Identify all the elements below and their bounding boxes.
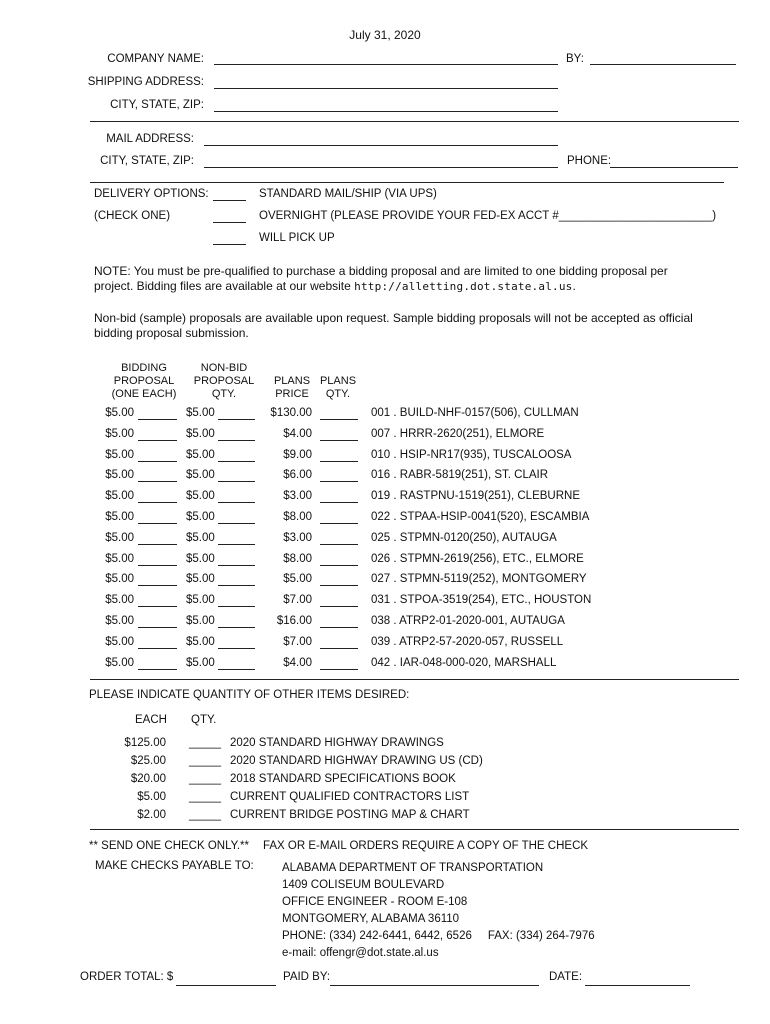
nonbid-qty-field[interactable] [218, 669, 255, 670]
table-row [0, 532, 770, 548]
website-link[interactable]: http://alletting.dot.state.al.us [354, 280, 573, 293]
payee-address [282, 860, 595, 962]
plans-qty-field[interactable] [320, 523, 358, 524]
payee-name: ALABAMA DEPARTMENT OF TRANSPORTATION [282, 862, 544, 874]
project-description: 022 . STPAA-HSIP-0041(520), ESCAMBIA [371, 511, 590, 523]
plans-price: $16.00 [276, 615, 312, 627]
plans-qty-field[interactable] [320, 419, 358, 420]
bidding-qty-field[interactable] [138, 585, 177, 586]
other-item-row [0, 755, 770, 771]
header-bidding-proposal [98, 362, 190, 401]
fax-email-note: FAX OR E-MAIL ORDERS REQUIRE A COPY OF THE CHECK [263, 840, 589, 852]
document-date: July 31, 2020 [349, 28, 421, 42]
nonbid-qty-field[interactable] [218, 481, 255, 482]
plans-price: $9.00 [283, 449, 312, 461]
project-description: 031 . STPOA-3519(254), ETC., HOUSTON [371, 594, 592, 606]
plans-qty-field[interactable] [320, 481, 358, 482]
nonbid-price: $5.00 [186, 657, 215, 669]
nonbid-price: $5.00 [186, 553, 215, 565]
bidding-qty-field[interactable] [138, 648, 177, 649]
by-field[interactable] [590, 64, 736, 65]
delivery-option-pickup: WILL PICK UP [259, 232, 335, 244]
bidding-price: $5.00 [105, 573, 134, 585]
order-total-label: ORDER TOTAL: $ [80, 971, 174, 983]
bidding-price: $5.00 [105, 407, 134, 419]
plans-price: $4.00 [283, 428, 312, 440]
paid-by-label: PAID BY: [283, 971, 331, 983]
project-description: 039 . ATRP2-57-2020-057, RUSSELL [371, 636, 564, 648]
project-description: 019 . RASTPNU-1519(251), CLEBURNE [371, 490, 580, 502]
other-item-row [0, 773, 770, 789]
project-description: 001 . BUILD-NHF-0157(506), CULLMAN [371, 407, 579, 419]
nonbid-qty-field[interactable] [218, 627, 255, 628]
delivery-overnight-checkbox[interactable] [213, 222, 246, 223]
payable-to-label: MAKE CHECKS PAYABLE TO: [95, 860, 254, 872]
plans-qty-field[interactable] [320, 648, 358, 649]
plans-price: $8.00 [283, 511, 312, 523]
delivery-pickup-checkbox[interactable] [213, 244, 246, 245]
payee-office: OFFICE ENGINEER - ROOM E-108 [282, 896, 468, 908]
item-qty-blank[interactable]: _____ [189, 755, 221, 767]
item-price: $125.00 [124, 737, 166, 749]
project-description: 038 . ATRP2-01-2020-001, AUTAUGA [371, 615, 565, 627]
nonbid-qty-field[interactable] [218, 648, 255, 649]
plans-price: $3.00 [283, 532, 312, 544]
date-field[interactable] [585, 985, 690, 986]
divider [90, 829, 739, 830]
payee-email: e-mail: offengr@dot.state.al.us [282, 947, 439, 959]
bidding-qty-field[interactable] [138, 481, 177, 482]
header-line: NON-BID [200, 362, 248, 374]
nonbid-price: $5.00 [186, 615, 215, 627]
mail-city-state-zip-label: CITY, STATE, ZIP: [100, 155, 194, 167]
item-qty-blank[interactable]: _____ [189, 809, 221, 821]
bidding-price: $5.00 [105, 553, 134, 565]
bidding-price: $5.00 [105, 490, 134, 502]
bidding-price: $5.00 [105, 532, 134, 544]
plans-qty-field[interactable] [320, 627, 358, 628]
delivery-standard-checkbox[interactable] [213, 200, 246, 201]
bidding-price: $5.00 [105, 636, 134, 648]
delivery-options-label: DELIVERY OPTIONS: [94, 188, 209, 200]
item-price: $20.00 [130, 773, 166, 785]
item-name: 2018 STANDARD SPECIFICATIONS BOOK [230, 773, 456, 785]
bidding-price: $5.00 [105, 511, 134, 523]
mail-address-field[interactable] [204, 145, 558, 146]
item-price: $5.00 [137, 791, 166, 803]
bidding-price: $5.00 [105, 449, 134, 461]
bidding-qty-field[interactable] [138, 669, 177, 670]
other-item-row [0, 737, 770, 753]
table-row [0, 553, 770, 569]
company-name-label: COMPANY NAME: [107, 53, 204, 65]
other-items-heading: PLEASE INDICATE QUANTITY OF OTHER ITEMS DESIRED: [89, 689, 410, 701]
bidding-qty-field[interactable] [138, 502, 177, 503]
delivery-option-standard: STANDARD MAIL/SHIP (VIA UPS) [259, 188, 437, 200]
nonbid-qty-field[interactable] [218, 585, 255, 586]
project-description: 026 . STPMN-2619(256), ETC., ELMORE [371, 553, 584, 565]
table-row [0, 428, 770, 444]
table-row [0, 573, 770, 589]
date-label: DATE: [549, 971, 583, 983]
item-name: CURRENT BRIDGE POSTING MAP & CHART [230, 809, 470, 821]
nonbid-qty-field[interactable] [218, 440, 255, 441]
header-line: PLANS [273, 375, 311, 387]
other-item-row [0, 809, 770, 825]
paid-by-field[interactable] [330, 985, 539, 986]
project-description: 007 . HRRR-2620(251), ELMORE [371, 428, 545, 440]
nonbid-qty-field[interactable] [218, 544, 255, 545]
nonbid-price: $5.00 [186, 428, 215, 440]
table-row [0, 490, 770, 506]
nonbid-qty-field[interactable] [218, 502, 255, 503]
plans-qty-field[interactable] [320, 502, 358, 503]
qty-label: QTY. [191, 714, 217, 726]
phone-label: PHONE: [567, 155, 612, 167]
bidding-price: $5.00 [105, 594, 134, 606]
table-row [0, 615, 770, 631]
header-nonbid-proposal [180, 362, 268, 401]
nonbid-qty-field[interactable] [218, 606, 255, 607]
item-name: CURRENT QUALIFIED CONTRACTORS LIST [230, 791, 470, 803]
header-line: PROPOSAL [113, 375, 175, 387]
nonbid-qty-field[interactable] [218, 419, 255, 420]
nonbid-qty-field[interactable] [218, 523, 255, 524]
plans-price: $5.00 [283, 573, 312, 585]
plans-price: $8.00 [283, 553, 312, 565]
item-price: $25.00 [130, 755, 166, 767]
header-line: (ONE EACH) [111, 388, 177, 400]
mail-city-state-zip-field[interactable] [204, 167, 558, 168]
bidding-price: $5.00 [105, 469, 134, 481]
header-plans-qty [316, 375, 360, 401]
city-state-zip-field[interactable] [214, 111, 558, 112]
note-period: . [572, 279, 576, 293]
plans-price: $6.00 [283, 469, 312, 481]
phone-field[interactable] [610, 167, 738, 168]
item-name: 2020 STANDARD HIGHWAY DRAWINGS [230, 737, 444, 749]
table-row [0, 469, 770, 485]
plans-qty-field[interactable] [320, 585, 358, 586]
project-description: 025 . STPMN-0120(250), AUTAUGA [371, 532, 557, 544]
plans-price: $4.00 [283, 657, 312, 669]
nonbid-qty-field[interactable] [218, 461, 255, 462]
table-row [0, 511, 770, 527]
payee-phone-fax: PHONE: (334) 242-6441, 6442, 6526 FAX: (334) 264-7976 [282, 930, 595, 942]
project-description: 010 . HSIP-NR17(935), TUSCALOOSA [371, 449, 572, 461]
header-plans-price [270, 375, 314, 401]
note-text: NOTE: You must be pre-qualified to purchase a bidding proposal and are limited to one bidding proposal per project. Bidding files are available at our website [94, 264, 668, 293]
bidding-qty-field[interactable] [138, 440, 177, 441]
bidding-qty-field[interactable] [138, 419, 177, 420]
nonbid-price: $5.00 [186, 449, 215, 461]
table-row [0, 449, 770, 465]
divider [90, 121, 739, 122]
note-paragraph [94, 264, 684, 294]
header-line: PROPOSAL [193, 375, 255, 387]
project-description: 027 . STPMN-5119(252), MONTGOMERY [371, 573, 587, 585]
nonbid-price: $5.00 [186, 636, 215, 648]
header-line: BIDDING [121, 362, 167, 374]
nonbid-price: $5.00 [186, 573, 215, 585]
payee-city: MONTGOMERY, ALABAMA 36110 [282, 913, 460, 925]
plans-qty-field[interactable] [320, 606, 358, 607]
plans-qty-field[interactable] [320, 440, 358, 441]
bidding-qty-field[interactable] [138, 461, 177, 462]
nonbid-price: $5.00 [186, 594, 215, 606]
bidding-price: $5.00 [105, 615, 134, 627]
nonbid-price: $5.00 [186, 490, 215, 502]
table-row [0, 407, 770, 423]
item-qty-blank[interactable]: _____ [189, 791, 221, 803]
nonbid-price: $5.00 [186, 469, 215, 481]
divider [90, 182, 724, 183]
plans-price: $7.00 [283, 594, 312, 606]
nonbid-price: $5.00 [186, 407, 215, 419]
item-qty-blank[interactable]: _____ [189, 737, 221, 749]
item-qty-blank[interactable]: _____ [189, 773, 221, 785]
delivery-option-overnight: OVERNIGHT (PLEASE PROVIDE YOUR FED-EX ACCT #________________________) [259, 210, 717, 222]
each-label: EACH [135, 714, 167, 726]
plans-qty-field[interactable] [320, 544, 358, 545]
city-state-zip-label: CITY, STATE, ZIP: [110, 99, 204, 111]
company-name-field[interactable] [214, 64, 558, 65]
bidding-qty-field[interactable] [138, 544, 177, 545]
table-row [0, 657, 770, 673]
nonbid-price: $5.00 [186, 532, 215, 544]
mail-address-label: MAIL ADDRESS: [106, 133, 194, 145]
item-price: $2.00 [137, 809, 166, 821]
shipping-address-field[interactable] [214, 88, 558, 89]
bidding-qty-field[interactable] [138, 565, 177, 566]
nonbid-qty-field[interactable] [218, 565, 255, 566]
header-line: PLANS [319, 375, 357, 387]
table-row [0, 594, 770, 610]
bidding-price: $5.00 [105, 428, 134, 440]
bidding-price: $5.00 [105, 657, 134, 669]
by-label: BY: [566, 53, 584, 65]
check-one-label: (CHECK ONE) [94, 210, 171, 222]
bidding-qty-field[interactable] [138, 523, 177, 524]
shipping-address-label: SHIPPING ADDRESS: [87, 76, 204, 88]
divider [90, 679, 739, 680]
plans-price: $3.00 [283, 490, 312, 502]
plans-qty-field[interactable] [320, 669, 358, 670]
bidding-qty-field[interactable] [138, 627, 177, 628]
other-item-row [0, 791, 770, 807]
table-row [0, 636, 770, 652]
plans-price: $130.00 [270, 407, 312, 419]
header-line: QTY. [211, 388, 237, 400]
nonbid-price: $5.00 [186, 511, 215, 523]
send-one-check-note: ** SEND ONE CHECK ONLY.** [89, 840, 249, 852]
project-description: 016 . RABR-5819(251), ST. CLAIR [371, 469, 549, 481]
payee-street: 1409 COLISEUM BOULEVARD [282, 879, 445, 891]
item-name: 2020 STANDARD HIGHWAY DRAWING US (CD) [230, 755, 483, 767]
bidding-qty-field[interactable] [138, 606, 177, 607]
header-line: PRICE [275, 388, 309, 400]
plans-qty-field[interactable] [320, 461, 358, 462]
nonbid-paragraph: Non-bid (sample) proposals are available upon request. Sample bidding proposals will not be accepted as official bidding proposal submission. [94, 311, 693, 340]
project-description: 042 . IAR-048-000-020, MARSHALL [371, 657, 557, 669]
header-line: QTY. [325, 388, 351, 400]
plans-price: $7.00 [283, 636, 312, 648]
plans-qty-field[interactable] [320, 565, 358, 566]
order-total-field[interactable] [176, 985, 276, 986]
